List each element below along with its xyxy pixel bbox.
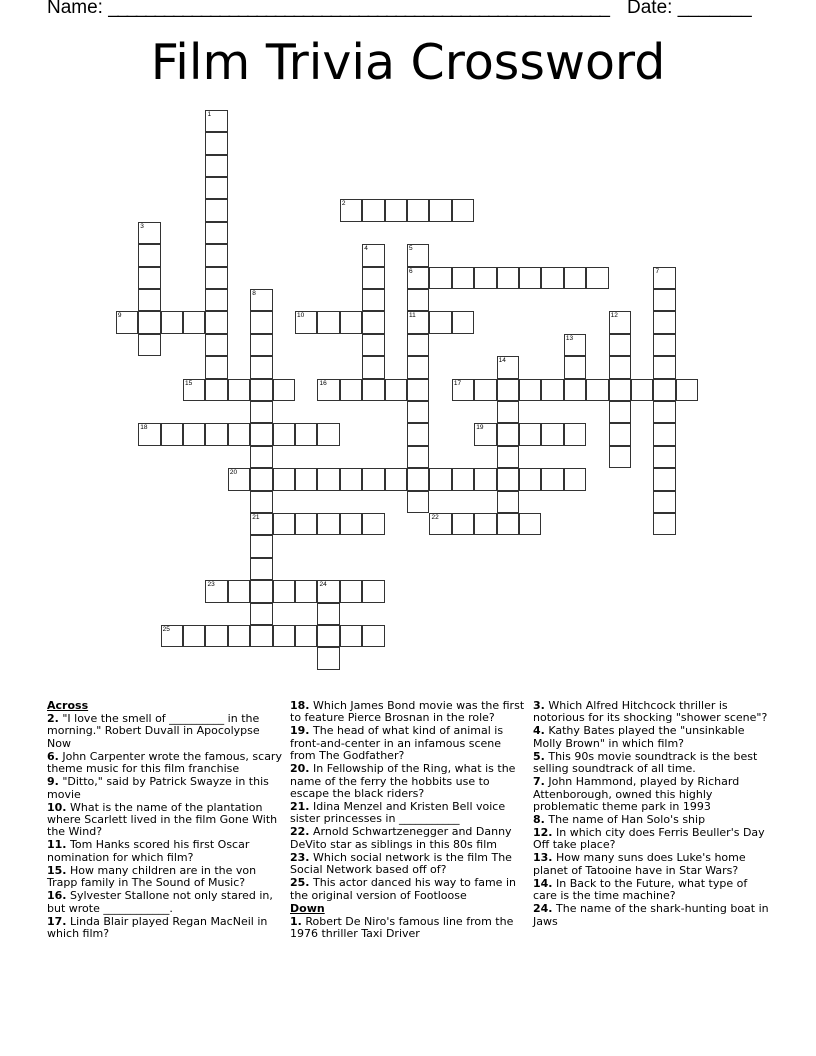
grid-cell[interactable]	[138, 267, 160, 289]
grid-cell[interactable]	[385, 379, 407, 401]
date-blank: _______	[677, 0, 752, 18]
grid-cell[interactable]	[362, 199, 384, 221]
grid-cell[interactable]	[497, 468, 519, 490]
grid-cell[interactable]	[407, 311, 429, 333]
grid-cell[interactable]	[228, 580, 250, 602]
grid-cell[interactable]	[407, 491, 429, 513]
grid-cell[interactable]	[362, 356, 384, 378]
grid-cell[interactable]	[609, 356, 631, 378]
clue-number: 24	[319, 581, 327, 589]
clue-across: 20. In Fellowship of the Ring, what is the name of the ferry the hobbits use to escape the black riders?	[290, 762, 516, 801]
grid-cell[interactable]	[317, 311, 339, 333]
grid-cell[interactable]	[250, 468, 272, 490]
grid-cell[interactable]	[541, 267, 563, 289]
grid-cell[interactable]	[497, 379, 519, 401]
grid-cell[interactable]	[407, 244, 429, 266]
clue-number: 11	[409, 312, 416, 320]
clue-across: 21. Idina Menzel and Kristen Bell voice sister princesses in ___________	[290, 800, 506, 826]
grid-cell[interactable]	[676, 379, 698, 401]
grid-cell[interactable]	[138, 289, 160, 311]
grid-cell[interactable]	[541, 423, 563, 445]
grid-cell[interactable]	[362, 468, 384, 490]
grid-cell[interactable]	[362, 625, 384, 647]
grid-cell[interactable]	[497, 491, 519, 513]
grid-cell[interactable]	[183, 625, 205, 647]
grid-cell[interactable]	[205, 625, 227, 647]
grid-cell[interactable]	[474, 379, 496, 401]
grid-cell[interactable]	[564, 334, 586, 356]
grid-cell[interactable]	[362, 513, 384, 535]
grid-cell[interactable]	[250, 401, 272, 423]
page-title: Film Trivia Crossword	[150, 34, 666, 91]
grid-cell[interactable]	[407, 334, 429, 356]
clue-across: 2. "I love the smell of __________ in the morning." Robert Duvall in Apocolypse Now	[47, 712, 260, 750]
grid-cell[interactable]	[273, 625, 295, 647]
clue-number: 3	[140, 222, 144, 230]
grid-cell[interactable]	[138, 311, 160, 333]
grid-cell[interactable]	[497, 446, 519, 468]
clues-column-1	[47, 700, 283, 941]
grid-cell[interactable]	[205, 267, 227, 289]
clue-number: 21	[252, 514, 260, 522]
grid-cell[interactable]	[653, 356, 675, 378]
grid-cell[interactable]	[205, 244, 227, 266]
grid-cell[interactable]	[250, 379, 272, 401]
grid-cell[interactable]	[497, 401, 519, 423]
clue-down: 4. Kathy Bates played the "unsinkable Molly Brown" in which film?	[533, 724, 745, 750]
grid-cell[interactable]	[407, 356, 429, 378]
grid-cell[interactable]	[609, 334, 631, 356]
grid-cell[interactable]	[295, 625, 317, 647]
clue-number: 12	[610, 312, 618, 320]
grid-cell[interactable]	[205, 580, 227, 602]
down-heading: Down	[290, 901, 325, 915]
grid-cell[interactable]	[317, 379, 339, 401]
grid-cell[interactable]	[228, 379, 250, 401]
grid-cell[interactable]	[653, 267, 675, 289]
grid-cell[interactable]	[474, 267, 496, 289]
grid-cell[interactable]	[362, 267, 384, 289]
clue-down: 12. In which city does Ferris Beuller's Day Off take place?	[533, 826, 765, 852]
grid-cell[interactable]	[653, 379, 675, 401]
grid-cell[interactable]	[541, 468, 563, 490]
grid-cell[interactable]	[250, 446, 272, 468]
grid-cell[interactable]	[273, 580, 295, 602]
grid-cell[interactable]	[250, 603, 272, 625]
grid-cell[interactable]	[653, 446, 675, 468]
clue-down: 5. This 90s movie soundtrack is the best selling soundtrack of all time.	[533, 749, 758, 776]
grid-cell[interactable]	[183, 311, 205, 333]
grid-cell[interactable]	[362, 289, 384, 311]
grid-cell[interactable]	[497, 513, 519, 535]
grid-cell[interactable]	[609, 379, 631, 401]
clue-number: 7	[655, 267, 660, 275]
grid-cell[interactable]	[250, 625, 272, 647]
grid-cell[interactable]	[609, 446, 631, 468]
grid-cell[interactable]	[653, 311, 675, 333]
grid-cell[interactable]	[564, 356, 586, 378]
grid-cell[interactable]	[250, 311, 272, 333]
grid-cell[interactable]	[407, 423, 429, 445]
grid-cell[interactable]	[183, 379, 205, 401]
grid-cell[interactable]	[452, 199, 474, 221]
grid-cell[interactable]	[205, 155, 227, 177]
clues-column-2	[290, 700, 526, 941]
grid-cell[interactable]	[295, 513, 317, 535]
grid-cell[interactable]	[519, 468, 541, 490]
grid-cell[interactable]	[609, 401, 631, 423]
grid-cell[interactable]	[340, 311, 362, 333]
grid-cell[interactable]	[362, 334, 384, 356]
grid-cell[interactable]	[429, 199, 451, 221]
grid-cell[interactable]	[519, 513, 541, 535]
grid-cell[interactable]	[228, 468, 250, 490]
grid-cell[interactable]	[541, 379, 563, 401]
clue-across: 6. John Carpenter wrote the famous, scary theme music for this film franchise	[47, 749, 282, 776]
clue-number: 15	[185, 379, 193, 387]
grid-cell[interactable]	[452, 379, 474, 401]
grid-cell[interactable]	[340, 468, 362, 490]
grid-cell[interactable]	[228, 625, 250, 647]
grid-cell[interactable]	[407, 468, 429, 490]
clue-number: 16	[319, 379, 327, 387]
grid-cell[interactable]	[317, 423, 339, 445]
grid-cell[interactable]	[564, 423, 586, 445]
grid-cell[interactable]	[205, 110, 227, 132]
grid-cell[interactable]	[564, 379, 586, 401]
clue-down: 1. Robert De Niro's famous line from the 1976 thriller Taxi Driver	[290, 914, 514, 941]
grid-cell[interactable]	[273, 423, 295, 445]
clue-across: 16. Sylvester Stallone not only stared in, but wrote ____________.	[47, 889, 273, 915]
grid-cell[interactable]	[429, 513, 451, 535]
grid-cell[interactable]	[317, 625, 339, 647]
clue-across: 22. Arnold Schwartzenegger and Danny DeVito star as siblings in this 80s film	[290, 825, 512, 851]
clue-across: 11. Tom Hanks scored his first Oscar nomination for which film?	[47, 838, 250, 864]
grid-cell[interactable]	[183, 423, 205, 445]
grid-cell[interactable]	[250, 423, 272, 445]
grid-cell[interactable]	[340, 625, 362, 647]
grid-cell[interactable]	[429, 311, 451, 333]
grid-cell[interactable]	[519, 379, 541, 401]
grid-cell[interactable]	[250, 356, 272, 378]
clue-number: 23	[207, 581, 215, 589]
grid-cell[interactable]	[519, 267, 541, 289]
grid-cell[interactable]	[653, 423, 675, 445]
clue-number: 8	[252, 290, 256, 298]
clue-number: 20	[229, 469, 238, 477]
clue-down: 24. The name of the shark-hunting boat in Jaws	[533, 902, 769, 928]
clue-down: 13. How many suns does Luke's home planet of Tatooine have in Star Wars?	[533, 851, 746, 877]
clue-across: 10. What is the name of the plantation where Scarlett lived in the film Gone With the Wind?	[47, 800, 278, 839]
grid-cell[interactable]	[295, 423, 317, 445]
grid-cell[interactable]	[407, 401, 429, 423]
grid-cell[interactable]	[497, 423, 519, 445]
grid-cell[interactable]	[205, 199, 227, 221]
clue-across: 19. The head of what kind of animal is front-and-center in an infamous scene from The Godfather?	[290, 724, 504, 763]
grid-cell[interactable]	[407, 289, 429, 311]
clue-down: 14. In Back to the Future, what type of care is the time machine?	[533, 876, 748, 903]
grid-cell[interactable]	[653, 289, 675, 311]
grid-cell[interactable]	[161, 311, 183, 333]
grid-cell[interactable]	[362, 379, 384, 401]
grid-cell[interactable]	[250, 535, 272, 557]
grid-cell[interactable]	[295, 311, 317, 333]
grid-cell[interactable]	[362, 311, 384, 333]
grid-cell[interactable]	[138, 423, 160, 445]
clue-across: 23. Which social network is the film The Social Network based off of?	[290, 850, 512, 877]
grid-cell[interactable]	[138, 244, 160, 266]
clue-number: 17	[453, 379, 462, 387]
grid-cell[interactable]	[138, 334, 160, 356]
clue-across: 9. "Ditto," said by Patrick Swayze in this movie	[47, 775, 269, 801]
grid-cell[interactable]	[362, 580, 384, 602]
grid-cell[interactable]	[609, 311, 631, 333]
clue-number: 22	[431, 514, 439, 522]
grid-cell[interactable]	[138, 222, 160, 244]
clue-down: 7. John Hammond, played by Richard Attenborough, owned this highly problematic theme park in 1993	[533, 775, 740, 814]
grid-cell[interactable]	[564, 468, 586, 490]
grid-cell[interactable]	[385, 199, 407, 221]
grid-cell[interactable]	[452, 468, 474, 490]
clue-number: 14	[498, 357, 506, 365]
grid-cell[interactable]	[205, 356, 227, 378]
clue-across: 18. Which James Bond movie was the first to feature Pierce Brosnan in the role?	[290, 699, 525, 725]
grid-cell[interactable]	[586, 379, 608, 401]
grid-cell[interactable]	[205, 222, 227, 244]
grid-cell[interactable]	[474, 513, 496, 535]
clue-number: 25	[162, 626, 170, 634]
grid-cell[interactable]	[429, 267, 451, 289]
grid-cell[interactable]	[497, 356, 519, 378]
grid-cell[interactable]	[317, 603, 339, 625]
clue-number: 10	[297, 312, 305, 320]
grid-cell[interactable]	[205, 177, 227, 199]
grid-cell[interactable]	[452, 513, 474, 535]
grid-cell[interactable]	[250, 491, 272, 513]
grid-cell[interactable]	[452, 311, 474, 333]
grid-cell[interactable]	[205, 334, 227, 356]
grid-cell[interactable]	[407, 379, 429, 401]
grid-cell[interactable]	[317, 513, 339, 535]
grid-cell[interactable]	[429, 468, 451, 490]
grid-cell[interactable]	[653, 491, 675, 513]
clue-number: 18	[140, 424, 148, 432]
clues-column-3	[533, 700, 773, 929]
grid-cell[interactable]	[474, 423, 496, 445]
grid-cell[interactable]	[161, 423, 183, 445]
grid-cell[interactable]	[385, 468, 407, 490]
grid-cell[interactable]	[250, 334, 272, 356]
across-heading: Across	[47, 699, 89, 712]
grid-cell[interactable]	[407, 199, 429, 221]
grid-cell[interactable]	[407, 267, 429, 289]
grid-cell[interactable]	[295, 468, 317, 490]
clue-across: 15. How many children are in the von Trapp family in The Sound of Music?	[47, 863, 257, 890]
grid-cell[interactable]	[295, 580, 317, 602]
grid-cell[interactable]	[317, 468, 339, 490]
grid-cell[interactable]	[340, 580, 362, 602]
grid-cell[interactable]	[362, 244, 384, 266]
grid-cell[interactable]	[631, 379, 653, 401]
clue-across: 25. This actor danced his way to fame in the original version of Footloose	[290, 876, 516, 902]
grid-cell[interactable]	[205, 311, 227, 333]
name-blank: ______________________________________________________	[108, 0, 609, 18]
grid-cell[interactable]	[653, 468, 675, 490]
clue-number: 1	[207, 110, 212, 118]
grid-cell[interactable]	[340, 199, 362, 221]
clue-number: 9	[117, 312, 122, 320]
grid-cell[interactable]	[564, 267, 586, 289]
clue-number: 19	[476, 424, 484, 432]
grid-cell[interactable]	[340, 513, 362, 535]
grid-cell[interactable]	[497, 267, 519, 289]
grid-cell[interactable]	[273, 513, 295, 535]
grid-cell[interactable]	[161, 625, 183, 647]
grid-cell[interactable]	[474, 468, 496, 490]
grid-cell[interactable]	[116, 311, 138, 333]
grid-cell[interactable]	[250, 580, 272, 602]
grid-cell[interactable]	[205, 289, 227, 311]
grid-cell[interactable]	[653, 401, 675, 423]
clue-number: 13	[565, 334, 574, 342]
date-label: Date:	[627, 0, 678, 18]
grid-cell[interactable]	[519, 423, 541, 445]
grid-cell[interactable]	[250, 513, 272, 535]
grid-cell[interactable]	[205, 379, 227, 401]
name-label: Name:	[47, 0, 109, 18]
clue-number: 2	[341, 200, 346, 208]
clue-number: 6	[409, 267, 413, 275]
grid-cell[interactable]	[609, 423, 631, 445]
grid-cell[interactable]	[317, 647, 339, 669]
clue-number: 5	[409, 245, 413, 253]
grid-cell[interactable]	[407, 446, 429, 468]
clue-number: 4	[364, 245, 368, 253]
clue-across: 17. Linda Blair played Regan MacNeil in which film?	[47, 914, 268, 941]
clue-down: 3. Which Alfred Hitchcock thriller is notorious for its shocking "shower scene"?	[533, 699, 768, 725]
grid-cell[interactable]	[228, 423, 250, 445]
grid-cell[interactable]	[653, 334, 675, 356]
clue-down: 8. The name of Han Solo's ship	[533, 813, 706, 827]
grid-cell[interactable]	[317, 580, 339, 602]
grid-cell[interactable]	[250, 558, 272, 580]
grid-cell[interactable]	[205, 132, 227, 154]
grid-cell[interactable]	[250, 289, 272, 311]
grid-cell[interactable]	[273, 468, 295, 490]
grid-cell[interactable]	[653, 513, 675, 535]
grid-cell[interactable]	[340, 379, 362, 401]
grid-cell[interactable]	[452, 267, 474, 289]
grid-cell[interactable]	[273, 379, 295, 401]
grid-cell[interactable]	[586, 267, 608, 289]
grid-cell[interactable]	[205, 423, 227, 445]
